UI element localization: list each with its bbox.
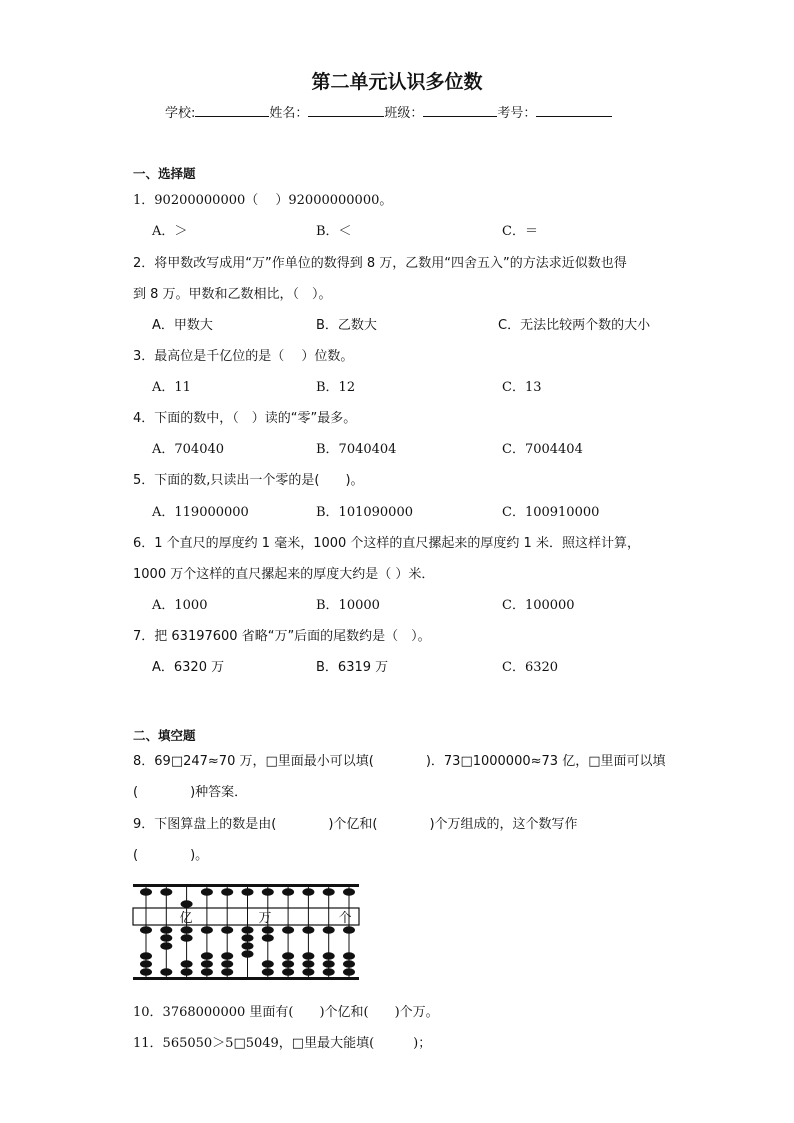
question-2-stem-line1: 2．将甲数改写成用“万”作单位的数得到 8 万，乙数用“四舍五入”的方法求近似数也得 [133, 256, 627, 271]
question-4-option-a[interactable]: A．704040 [152, 442, 225, 457]
question-6-stem-line2: 1000 万个这样的直尺摞起来的厚度大约是（ ）米． [133, 567, 435, 582]
abacus-earth-bead [140, 960, 152, 968]
page-title: 第二单元认识多位数 [311, 71, 483, 93]
abacus-heaven-bead [201, 888, 213, 896]
question-2-stem-line2: 到 8 万。甲数和乙数相比，（ ）。 [133, 287, 332, 302]
question-9-stem-line2: ( )。 [133, 848, 209, 863]
abacus-heaven-bead [221, 888, 233, 896]
abacus-earth-bead [140, 926, 152, 934]
abacus-earth-bead [221, 968, 233, 976]
abacus-earth-bead [201, 968, 213, 976]
abacus-earth-bead [302, 952, 314, 960]
abacus-earth-bead [323, 960, 335, 968]
question-7-option-b[interactable]: B．6319 万 [316, 660, 389, 675]
question-3-option-b[interactable]: B．12 [316, 380, 356, 395]
abacus-earth-bead [181, 968, 193, 976]
abacus-diagram [131, 880, 363, 984]
abacus-earth-bead [302, 960, 314, 968]
abacus-earth-bead [242, 934, 254, 942]
abacus-earth-bead [323, 968, 335, 976]
question-11-stem: 11．565050＞5□5049，□里最大能填( )； [133, 1036, 432, 1051]
section-heading-fill: 二、填空题 [133, 728, 196, 743]
abacus-earth-bead [160, 926, 172, 934]
question-1-option-c[interactable]: C．＝ [502, 224, 538, 239]
abacus-label-wan: 万 [258, 911, 272, 926]
abacus-earth-bead [242, 926, 254, 934]
abacus-earth-bead [302, 968, 314, 976]
abacus-earth-bead [343, 968, 355, 976]
question-4-option-c[interactable]: C．7004404 [502, 442, 583, 457]
abacus-earth-bead [221, 926, 233, 934]
abacus-earth-bead [242, 942, 254, 950]
abacus-earth-bead [343, 926, 355, 934]
student-info-row [165, 104, 612, 122]
abacus-heaven-bead [262, 888, 274, 896]
abacus-heaven-bead [323, 888, 335, 896]
question-2-option-c[interactable]: C．无法比较两个数的大小 [498, 318, 651, 333]
name-label: 姓名： [269, 106, 309, 121]
question-5-stem: 5．下面的数,只读出一个零的是( )。 [133, 473, 364, 488]
abacus-earth-bead [262, 926, 274, 934]
abacus-earth-bead [262, 960, 274, 968]
abacus-label-ge: 个 [338, 911, 352, 926]
abacus-heaven-bead [140, 888, 152, 896]
question-10-stem: 10．3768000000 里面有( )个亿和( )个万。 [133, 1005, 439, 1020]
abacus-heaven-bead [160, 888, 172, 896]
question-8-stem-line2: ( )种答案． [133, 785, 248, 800]
class-blank[interactable] [423, 104, 497, 117]
abacus-earth-bead [201, 952, 213, 960]
abacus-earth-bead [302, 926, 314, 934]
abacus-earth-bead [221, 960, 233, 968]
abacus-earth-bead [282, 952, 294, 960]
exam-number-label: 考号： [497, 106, 537, 121]
question-3-option-c[interactable]: C．13 [502, 380, 542, 395]
abacus-earth-bead [282, 960, 294, 968]
abacus-earth-bead [221, 952, 233, 960]
name-blank[interactable] [308, 104, 384, 117]
abacus-earth-bead [323, 926, 335, 934]
abacus-heaven-bead [181, 900, 193, 908]
school-label: 学校: [165, 106, 196, 121]
section-heading-choice: 一、选择题 [133, 166, 196, 181]
abacus-earth-bead [160, 942, 172, 950]
question-2-option-a[interactable]: A．甲数大 [152, 318, 213, 333]
question-6-stem-line1: 6．1 个直尺的厚度约 1 毫米，1000 个这样的直尺摞起来的厚度约 1 米．照这样计算， [133, 536, 640, 551]
abacus-earth-bead [343, 960, 355, 968]
abacus-earth-bead [282, 926, 294, 934]
abacus-earth-bead [242, 950, 254, 958]
abacus-heaven-bead [282, 888, 294, 896]
abacus-heaven-bead [242, 888, 254, 896]
abacus-label-yi: 亿 [179, 911, 193, 926]
question-2-option-b[interactable]: B．乙数大 [316, 318, 377, 333]
question-4-stem: 4．下面的数中，（ ）读的“零”最多。 [133, 411, 357, 426]
question-3-option-a[interactable]: A．11 [152, 380, 191, 395]
abacus-top-beam [133, 884, 359, 887]
exam-number-blank[interactable] [536, 104, 612, 117]
question-1-stem: 1．90200000000（ ）92000000000。 [133, 193, 393, 208]
school-blank[interactable] [195, 104, 269, 117]
question-4-option-b[interactable]: B．7040404 [316, 442, 397, 457]
abacus-earth-bead [181, 960, 193, 968]
abacus-earth-bead [140, 968, 152, 976]
question-6-option-c[interactable]: C．100000 [502, 598, 575, 613]
abacus-earth-bead [140, 952, 152, 960]
question-1-option-b[interactable]: B．＜ [316, 224, 352, 239]
question-6-option-a[interactable]: A．1000 [152, 598, 208, 613]
question-3-stem: 3．最高位是千亿位的是（ ）位数。 [133, 349, 354, 364]
class-label: 班级： [384, 106, 424, 121]
question-5-option-c[interactable]: C．100910000 [502, 505, 600, 520]
question-7-stem: 7．把 63197600 省略“万”后面的尾数约是（ ）。 [133, 629, 431, 644]
abacus-earth-bead [181, 926, 193, 934]
question-7-option-c[interactable]: C．6320 [502, 660, 559, 675]
abacus-earth-bead [160, 968, 172, 976]
abacus-heaven-bead [343, 888, 355, 896]
question-5-option-b[interactable]: B．101090000 [316, 505, 413, 520]
abacus-heaven-bead [302, 888, 314, 896]
abacus-earth-bead [181, 934, 193, 942]
abacus-middle-beam [133, 908, 359, 925]
abacus-earth-bead [323, 952, 335, 960]
question-9-stem-line1: 9．下图算盘上的数是由( )个亿和( )个万组成的，这个数写作 [133, 817, 578, 832]
question-1-option-a[interactable]: A．＞ [152, 224, 188, 239]
question-8-stem-line1: 8．69□247≈70 万，□里面最小可以填( )．73□1000000≈73 亿，□里面可以填 [133, 754, 666, 769]
abacus-earth-bead [201, 926, 213, 934]
abacus-earth-bead [201, 960, 213, 968]
question-7-option-a[interactable]: A．6320 万 [152, 660, 225, 675]
question-5-option-a[interactable]: A．119000000 [152, 505, 249, 520]
abacus-earth-bead [160, 934, 172, 942]
question-6-option-b[interactable]: B．10000 [316, 598, 380, 613]
abacus-bottom-beam [133, 977, 359, 980]
abacus-earth-bead [282, 968, 294, 976]
abacus-earth-bead [262, 968, 274, 976]
abacus-earth-bead [262, 934, 274, 942]
abacus-earth-bead [343, 952, 355, 960]
